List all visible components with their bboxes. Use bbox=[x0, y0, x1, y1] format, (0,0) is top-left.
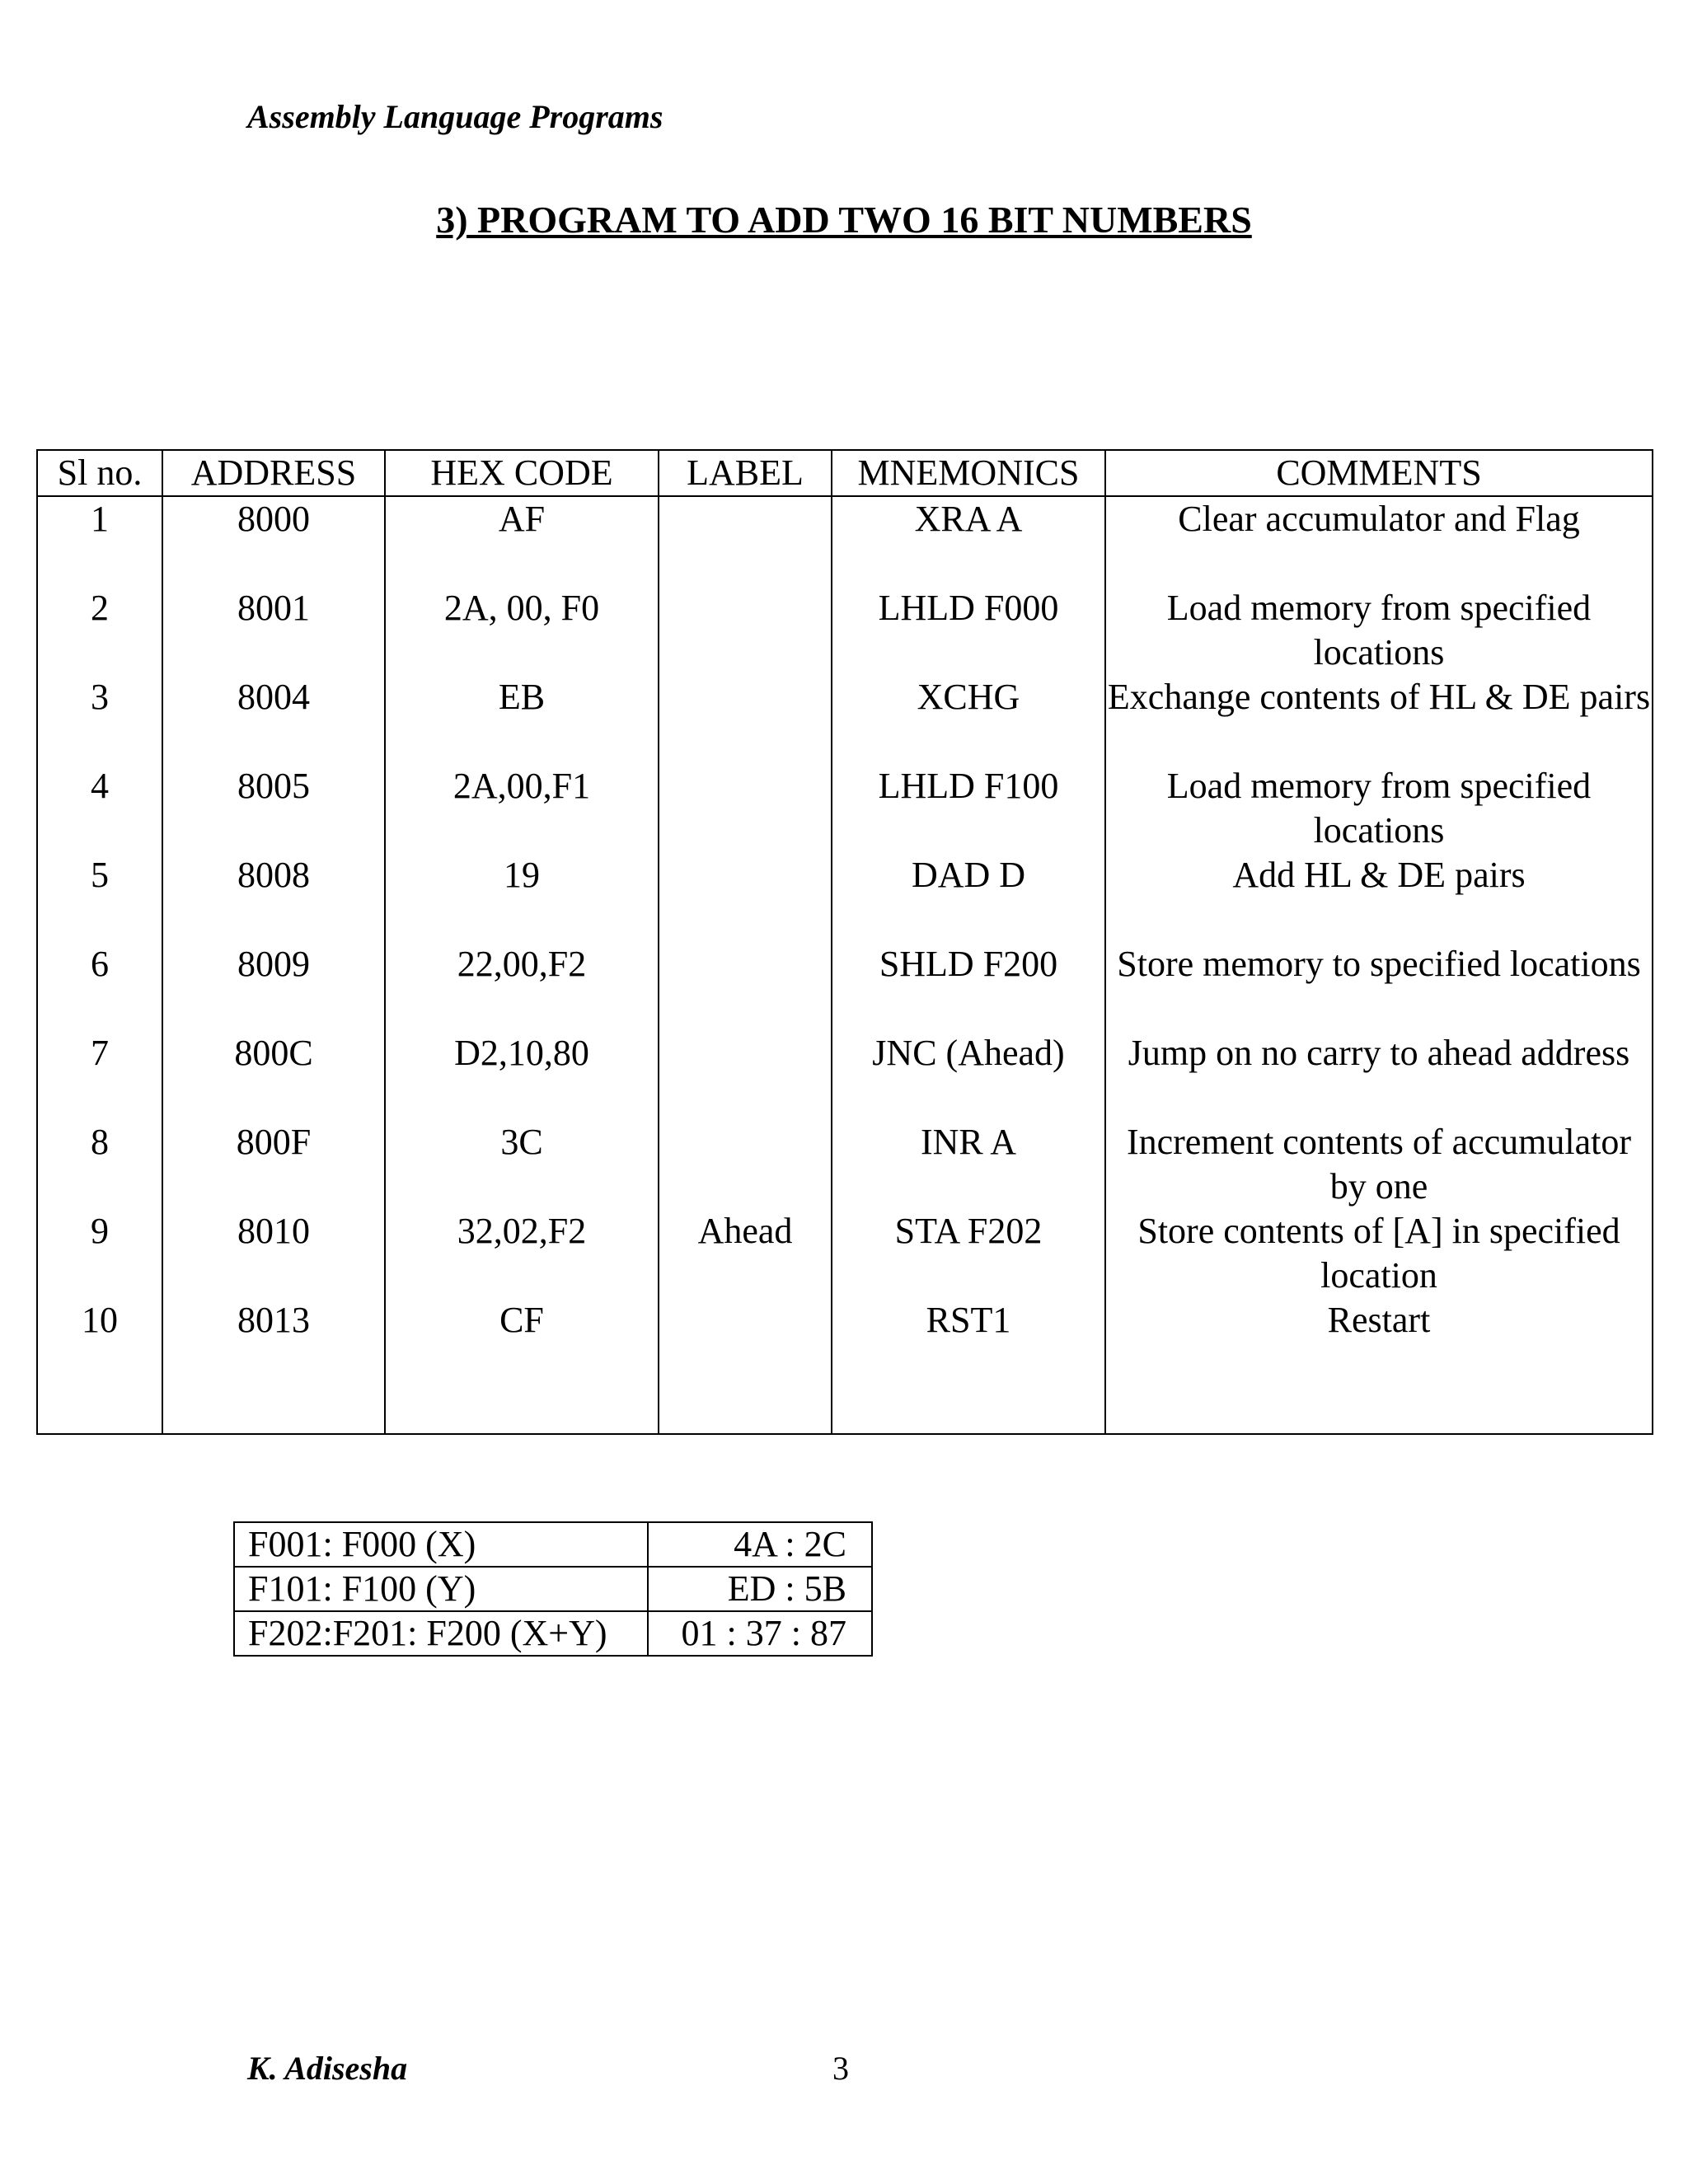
cell-hex-code: CF bbox=[385, 1298, 659, 1387]
running-header: Assembly Language Programs bbox=[247, 98, 663, 135]
cell-address: 8001 bbox=[162, 586, 385, 675]
cell-label bbox=[659, 1120, 832, 1209]
cell-hex-code: 2A,00,F1 bbox=[385, 764, 659, 853]
cell-address: 8005 bbox=[162, 764, 385, 853]
cell-label bbox=[659, 853, 832, 942]
column-header-sl-no: Sl no. bbox=[37, 450, 162, 496]
table-row bbox=[37, 1031, 1653, 1120]
table-row bbox=[234, 1522, 872, 1567]
cell-sl-no: 2 bbox=[37, 586, 162, 675]
cell-comment: Store memory to specified locations bbox=[1105, 942, 1653, 1031]
footer-author: K. Adisesha bbox=[247, 2050, 408, 2087]
memory-values-table bbox=[233, 1521, 873, 1657]
cell-address: 8004 bbox=[162, 675, 385, 764]
cell-address: 800C bbox=[162, 1031, 385, 1120]
cell-mnemonic: XCHG bbox=[832, 675, 1105, 764]
cell-comment: Exchange contents of HL & DE pairs bbox=[1105, 675, 1653, 764]
cell-sl-no: 1 bbox=[37, 496, 162, 586]
cell-comment: Jump on no carry to ahead address bbox=[1105, 1031, 1653, 1120]
table-row bbox=[37, 496, 1653, 586]
cell-label bbox=[659, 586, 832, 675]
cell-memory-location: F001: F000 (X) bbox=[234, 1522, 648, 1567]
cell-sl-no: 3 bbox=[37, 675, 162, 764]
column-header-hex-code: HEX CODE bbox=[385, 450, 659, 496]
cell-hex-code: 19 bbox=[385, 853, 659, 942]
table-row bbox=[234, 1567, 872, 1611]
cell-mnemonic: INR A bbox=[832, 1120, 1105, 1209]
cell-label bbox=[659, 942, 832, 1031]
cell-hex-code: AF bbox=[385, 496, 659, 586]
page-title: 3) PROGRAM TO ADD TWO 16 BIT NUMBERS bbox=[436, 199, 1252, 241]
cell-mnemonic: SHLD F200 bbox=[832, 942, 1105, 1031]
cell-hex-code: 3C bbox=[385, 1120, 659, 1209]
cell-label bbox=[659, 764, 832, 853]
cell-mnemonic: XRA A bbox=[832, 496, 1105, 586]
cell-hex-code: 22,00,F2 bbox=[385, 942, 659, 1031]
cell-comment: Load memory from specified locations bbox=[1105, 586, 1653, 675]
cell-sl-no: 6 bbox=[37, 942, 162, 1031]
table-row bbox=[37, 586, 1653, 675]
cell-memory-value: 01 : 37 : 87 bbox=[648, 1611, 872, 1656]
program-table-header bbox=[37, 450, 1653, 496]
cell-address: 8013 bbox=[162, 1298, 385, 1387]
cell-address: 800F bbox=[162, 1120, 385, 1209]
table-row bbox=[37, 1209, 1653, 1298]
cell-mnemonic: LHLD F000 bbox=[832, 586, 1105, 675]
cell-comment: Add HL & DE pairs bbox=[1105, 853, 1653, 942]
empty-cell bbox=[385, 1387, 659, 1434]
empty-cell bbox=[162, 1387, 385, 1434]
cell-memory-value: 4A : 2C bbox=[648, 1522, 872, 1567]
cell-label bbox=[659, 675, 832, 764]
table-filler-row bbox=[37, 1387, 1653, 1434]
program-table bbox=[36, 449, 1653, 1435]
cell-label bbox=[659, 1298, 832, 1387]
cell-label bbox=[659, 1031, 832, 1120]
cell-hex-code: EB bbox=[385, 675, 659, 764]
page-number: 3 bbox=[832, 2050, 849, 2087]
table-row bbox=[37, 1298, 1653, 1387]
cell-mnemonic: RST1 bbox=[832, 1298, 1105, 1387]
column-header-comments: COMMENTS bbox=[1105, 450, 1653, 496]
cell-hex-code: D2,10,80 bbox=[385, 1031, 659, 1120]
column-header-label: LABEL bbox=[659, 450, 832, 496]
cell-mnemonic: DAD D bbox=[832, 853, 1105, 942]
cell-mnemonic: JNC (Ahead) bbox=[832, 1031, 1105, 1120]
cell-comment: Store contents of [A] in specified location bbox=[1105, 1209, 1653, 1298]
empty-cell bbox=[1105, 1387, 1653, 1434]
table-row bbox=[37, 1120, 1653, 1209]
column-header-mnemonics: MNEMONICS bbox=[832, 450, 1105, 496]
cell-sl-no: 7 bbox=[37, 1031, 162, 1120]
column-header-address: ADDRESS bbox=[162, 450, 385, 496]
cell-sl-no: 5 bbox=[37, 853, 162, 942]
cell-sl-no: 10 bbox=[37, 1298, 162, 1387]
cell-sl-no: 9 bbox=[37, 1209, 162, 1298]
cell-label: Ahead bbox=[659, 1209, 832, 1298]
cell-comment: Restart bbox=[1105, 1298, 1653, 1387]
cell-hex-code: 2A, 00, F0 bbox=[385, 586, 659, 675]
table-row bbox=[37, 675, 1653, 764]
cell-address: 8010 bbox=[162, 1209, 385, 1298]
cell-mnemonic: STA F202 bbox=[832, 1209, 1105, 1298]
cell-comment: Increment contents of accumulator by one bbox=[1105, 1120, 1653, 1209]
cell-comment: Clear accumulator and Flag bbox=[1105, 496, 1653, 586]
cell-address: 8000 bbox=[162, 496, 385, 586]
table-row bbox=[37, 764, 1653, 853]
cell-sl-no: 4 bbox=[37, 764, 162, 853]
cell-memory-value: ED : 5B bbox=[648, 1567, 872, 1611]
table-row bbox=[234, 1611, 872, 1656]
table-row bbox=[37, 942, 1653, 1031]
cell-memory-location: F101: F100 (Y) bbox=[234, 1567, 648, 1611]
cell-memory-location: F202:F201: F200 (X+Y) bbox=[234, 1611, 648, 1656]
cell-comment: Load memory from specified locations bbox=[1105, 764, 1653, 853]
empty-cell bbox=[832, 1387, 1105, 1434]
empty-cell bbox=[37, 1387, 162, 1434]
cell-mnemonic: LHLD F100 bbox=[832, 764, 1105, 853]
cell-address: 8009 bbox=[162, 942, 385, 1031]
cell-label bbox=[659, 496, 832, 586]
cell-hex-code: 32,02,F2 bbox=[385, 1209, 659, 1298]
table-row bbox=[37, 853, 1653, 942]
empty-cell bbox=[659, 1387, 832, 1434]
cell-sl-no: 8 bbox=[37, 1120, 162, 1209]
cell-address: 8008 bbox=[162, 853, 385, 942]
